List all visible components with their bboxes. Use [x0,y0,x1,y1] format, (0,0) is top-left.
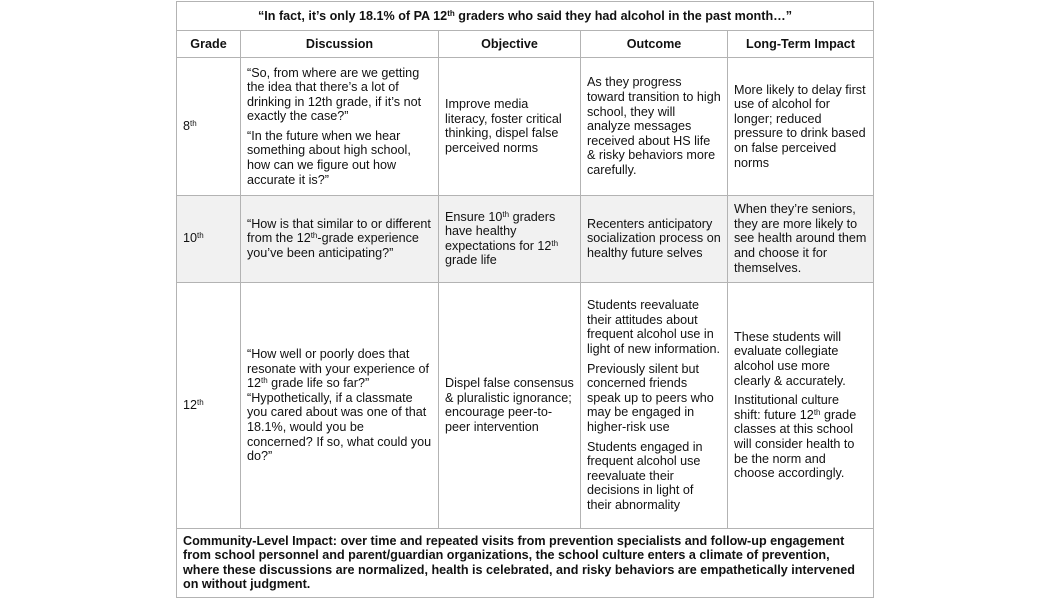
objective-cell: Improve media literacy, foster critical thinking, dispel false perceived norms [439,58,581,195]
grade-cell: 8th [177,58,241,195]
header-objective: Objective [439,31,581,58]
outcome-cell: Recenters anticipatory socialization process on healthy future selves [581,195,728,282]
grade-cell: 12th [177,282,241,528]
outcome-cell: Students reevaluate their attitudes about frequent alcohol use in light of new information. Previously silent but concerned friends speak up to peers who may be engaged in higher-risk use Students engaged in frequent alcohol use reevaluate their decisions in light of their abnormality [581,282,728,528]
objective-cell: Dispel false consensus & pluralistic ignorance; encourage peer-to-peer intervention [439,282,581,528]
table-title: “In fact, it’s only 18.1% of PA 12th graders who said they had alcohol in the past month…” [177,2,874,31]
header-long-term-impact: Long-Term Impact [728,31,874,58]
impact-cell: More likely to delay first use of alcohol for longer; reduced pressure to drink based on false perceived norms [728,58,874,195]
discussion-cell: “How well or poorly does that resonate with your experience of 12th grade life so far?” “Hypothetically, if a classmate you cared about was one of that 18.1%, would you be concerned? If so, what could you do?” [241,282,439,528]
table-row-grade-12 [177,282,874,528]
table-row-grade-8 [177,58,874,195]
community-impact-footer: Community-Level Impact: over time and repeated visits from prevention specialists and follow-up engagement from school personnel and parent/guardian organizations, the school culture enters a climate of prevention, where these discussions are normalized, health is celebrated, and risky behaviors are empathetically intervened on without judgment. [177,528,874,597]
prevention-table [176,1,874,598]
objective-cell: Ensure 10th graders have healthy expectations for 12th grade life [439,195,581,282]
impact-cell: When they’re seniors, they are more likely to see health around them and choose it for themselves. [728,195,874,282]
discussion-cell: “How is that similar to or different from the 12th-grade experience you’ve been anticipating?” [241,195,439,282]
outcome-cell: As they progress toward transition to high school, they will analyze messages received about HS life & risky behaviors more carefully. [581,58,728,195]
table-row-grade-10 [177,195,874,282]
discussion-cell: “So, from where are we getting the idea that there’s a lot of drinking in 12th grade, if it’s not exactly the case?” “In the future when we hear something about high school, how can we figure out how accurate it is?” [241,58,439,195]
header-discussion: Discussion [241,31,439,58]
header-grade: Grade [177,31,241,58]
impact-cell: These students will evaluate collegiate alcohol use more clearly & accurately. Institutional culture shift: future 12th grade classes at this school will consider health to be the norm and choose accordingly. [728,282,874,528]
grade-cell: 10th [177,195,241,282]
header-outcome: Outcome [581,31,728,58]
